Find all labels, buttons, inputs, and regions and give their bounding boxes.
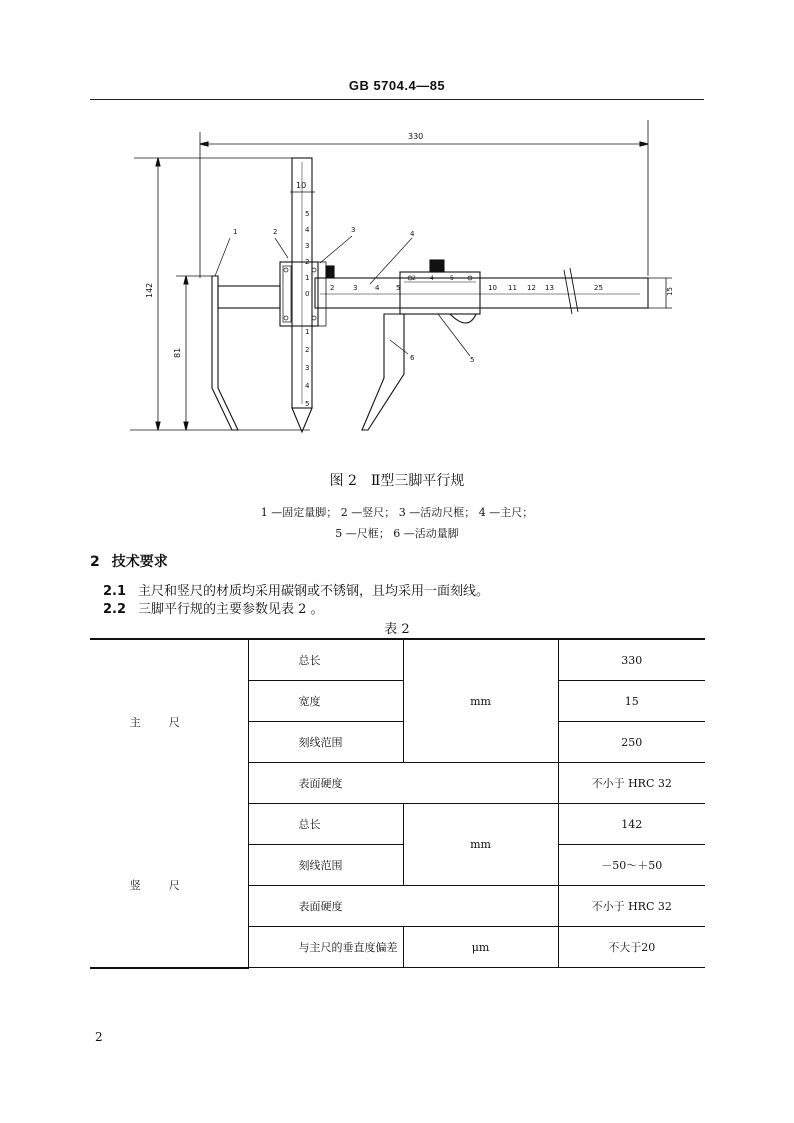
table-row: [90, 804, 705, 845]
svg-text:0: 0: [305, 290, 310, 298]
dim-10: [290, 181, 315, 192]
paragraph-2-1: [103, 580, 489, 599]
svg-text:11: 11: [508, 284, 517, 292]
svg-text:4: 4: [410, 230, 415, 238]
dim-330-label: 330: [408, 132, 424, 141]
section-number: 2: [90, 554, 100, 570]
cell-item: 与主尺的垂直度偏差: [248, 927, 403, 968]
dim-81-label: 81: [173, 347, 182, 358]
cell-value: －50～＋50: [558, 845, 705, 886]
svg-text:4: 4: [375, 284, 380, 292]
dim-15: [640, 278, 674, 308]
main-lock-knob: [430, 260, 444, 272]
svg-text:3: 3: [351, 226, 356, 234]
paragraph-2-2: [103, 598, 324, 617]
figure-legend-line2: 5 —尺框； 6 —活动量脚: [335, 527, 459, 540]
figure-caption: 图 2 Ⅱ型三脚平行规: [329, 473, 465, 489]
frame-thumb-grip: [450, 314, 476, 323]
main-ruler-left: [218, 286, 280, 308]
svg-text:5: 5: [305, 210, 310, 218]
cell-value: 15: [558, 681, 705, 722]
cell-unit: μm: [403, 927, 558, 968]
cell-unit: mm: [403, 639, 558, 763]
caliper-figure: [120, 118, 690, 438]
page-number: 2: [95, 1030, 103, 1044]
header-rule: [90, 99, 704, 100]
fixed-leg: [212, 276, 238, 430]
cell-value: 250: [558, 722, 705, 763]
cell-item: 刻线范围: [248, 722, 403, 763]
group-main-ruler: 主尺: [90, 639, 248, 804]
cell-value: 142: [558, 804, 705, 845]
svg-text:10: 10: [488, 284, 497, 292]
dim-10-label: 10: [296, 181, 307, 190]
svg-text:2: 2: [273, 228, 278, 236]
cell-value: 不小于 HRC 32: [558, 763, 705, 804]
dim-15-label: 15: [666, 287, 674, 296]
svg-text:5: 5: [305, 400, 310, 408]
svg-text:3: 3: [305, 364, 310, 372]
cell-value: 330: [558, 639, 705, 681]
svg-text:5: 5: [470, 356, 475, 364]
svg-text:12: 12: [527, 284, 536, 292]
dim-330: [200, 120, 648, 278]
table-caption: 表 2: [384, 622, 410, 637]
dim-81: [173, 276, 215, 430]
cell-item: 宽度: [248, 681, 403, 722]
svg-text:2: 2: [305, 258, 310, 266]
svg-text:25: 25: [594, 284, 603, 292]
paragraph-number: 2.2: [103, 602, 127, 617]
svg-text:4: 4: [305, 226, 310, 234]
vertical-lock-knob: [326, 266, 334, 278]
svg-text:13: 13: [545, 284, 554, 292]
svg-text:6: 6: [410, 354, 415, 362]
cell-item: 总长: [248, 639, 403, 681]
cell-unit: mm: [403, 804, 558, 886]
cell-item: 表面硬度: [248, 763, 558, 804]
paragraph-text: 三脚平行规的主要参数见表 2 。: [138, 602, 324, 617]
figure-legend-line1: 1 —固定量脚； 2 —竖尺； 3 —活动尺框； 4 —主尺；: [260, 506, 534, 519]
vertical-ruler-tip: [292, 408, 312, 432]
svg-text:5: 5: [396, 284, 401, 292]
callout-labels: [233, 226, 474, 364]
group-vertical-ruler: 竖尺: [90, 804, 248, 968]
cell-value: 不大于20: [558, 927, 705, 968]
parameter-table: [90, 638, 705, 969]
svg-text:2: 2: [305, 346, 310, 354]
break-mark: [564, 268, 578, 314]
section-title: 技术要求: [111, 554, 168, 570]
section-heading: [90, 551, 168, 571]
svg-text:5: 5: [450, 275, 454, 282]
svg-text:1: 1: [305, 328, 310, 336]
header-standard-number: GB 5704.4—85: [348, 78, 446, 93]
svg-text:1: 1: [233, 228, 238, 236]
main-ruler: [315, 278, 648, 308]
svg-text:4: 4: [305, 382, 310, 390]
svg-text:4: 4: [430, 275, 434, 282]
svg-text:2: 2: [412, 275, 416, 282]
svg-text:3: 3: [305, 242, 310, 250]
cell-item: 表面硬度: [248, 886, 558, 927]
paragraph-text: 主尺和竖尺的材质均采用碳钢或不锈钢，且均采用一面刻线。: [138, 584, 490, 599]
cell-value: 不小于 HRC 32: [558, 886, 705, 927]
table-row: [90, 639, 705, 681]
cell-item: 总长: [248, 804, 403, 845]
svg-text:2: 2: [330, 284, 335, 292]
cell-item: 刻线范围: [248, 845, 403, 886]
svg-text:3: 3: [353, 284, 358, 292]
movable-leg: [362, 314, 404, 430]
callout-leaders: [215, 236, 470, 356]
main-scale-labels: [330, 284, 603, 292]
dim-142-label: 142: [145, 282, 154, 298]
svg-text:1: 1: [305, 274, 310, 282]
vertical-scale: [305, 210, 310, 408]
paragraph-number: 2.1: [103, 584, 127, 599]
